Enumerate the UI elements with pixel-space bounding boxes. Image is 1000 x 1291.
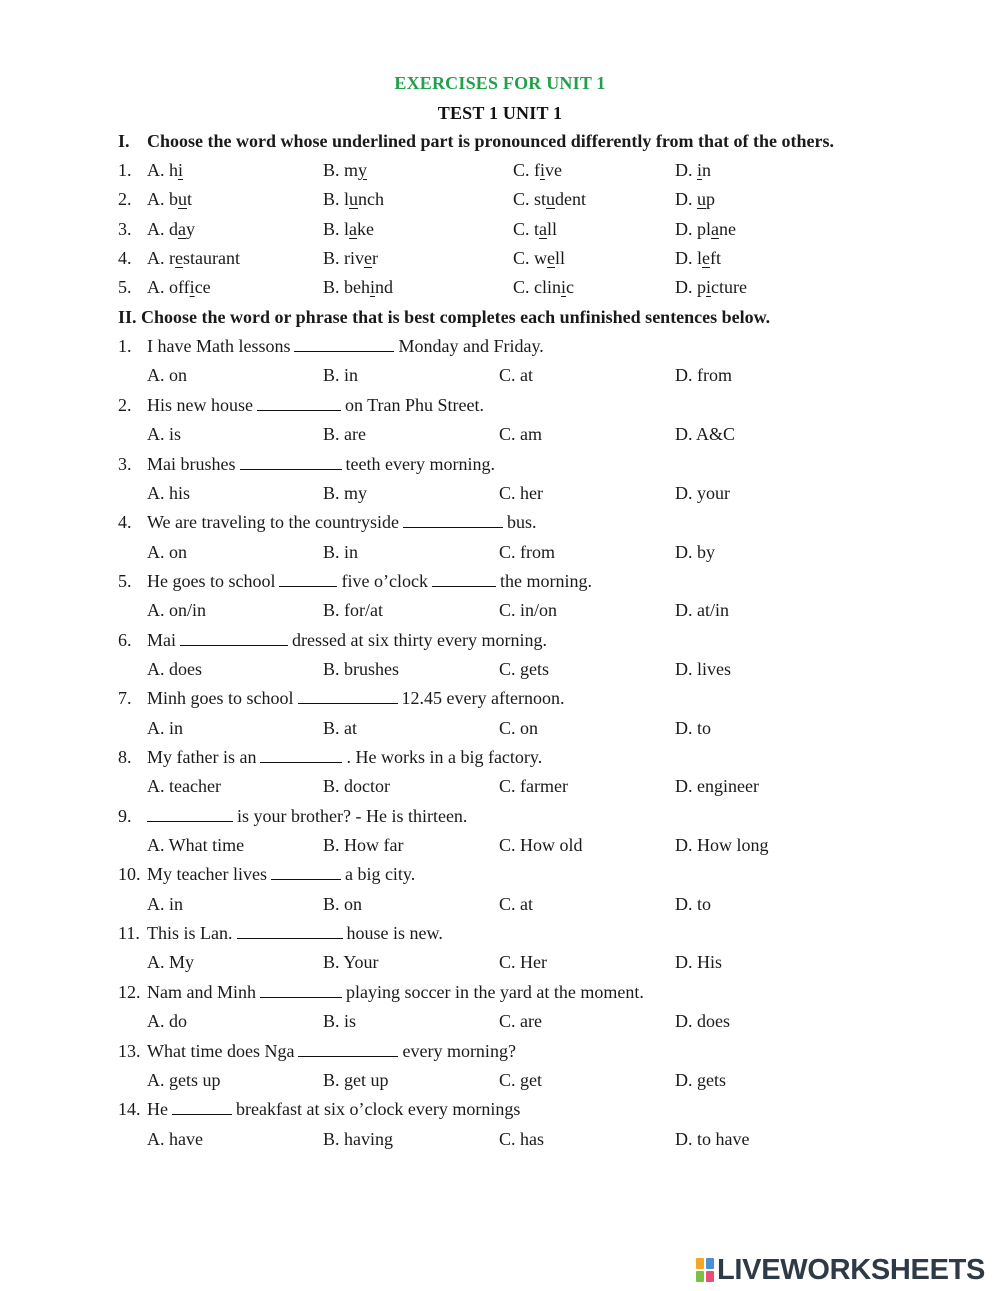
answer-option: D. at/in xyxy=(675,600,729,621)
question-row xyxy=(0,1041,1000,1070)
underlined-part: a xyxy=(349,218,358,239)
question-text: Minh goes to school 12.45 every afternoon. xyxy=(147,688,565,709)
answer-option: C. get xyxy=(499,1069,542,1090)
answer-option: A. have xyxy=(147,1128,203,1149)
options-row xyxy=(0,1011,1000,1040)
options-row xyxy=(0,483,1000,512)
question-number: 7. xyxy=(118,688,132,709)
answer-option: C. am xyxy=(499,424,542,445)
answer-option: B. for/at xyxy=(323,600,383,621)
underlined-part: i xyxy=(370,277,376,298)
answer-option: C. farmer xyxy=(499,776,568,797)
options-row xyxy=(0,835,1000,864)
underlined-part: e xyxy=(175,248,183,269)
answer-option: B. having xyxy=(323,1128,393,1149)
question-text: He goes to school five o’clock the morning. xyxy=(147,570,592,591)
options-row xyxy=(0,365,1000,394)
question-text: What time does Nga every morning? xyxy=(147,1040,516,1061)
question-row xyxy=(0,512,1000,541)
answer-blank xyxy=(294,336,394,352)
underlined-part: e xyxy=(364,248,373,269)
answer-option: A. on xyxy=(147,365,187,386)
question-row xyxy=(0,454,1000,483)
answer-option: D. to have xyxy=(675,1128,750,1149)
question-number: 3. xyxy=(118,453,132,474)
question-row xyxy=(0,630,1000,659)
answer-option: D. to xyxy=(675,893,711,914)
answer-option: B. is xyxy=(323,1011,357,1032)
answer-blank xyxy=(271,864,341,880)
answer-option: B. lunch xyxy=(323,189,385,210)
question-number: 2. xyxy=(118,189,132,210)
options-row xyxy=(0,424,1000,453)
underlined-part: i xyxy=(178,160,184,180)
answer-option: B. get up xyxy=(323,1069,389,1090)
answer-option: A. gets up xyxy=(147,1069,221,1090)
question-number: 2. xyxy=(118,394,132,415)
answer-option: B. are xyxy=(323,424,366,445)
pronunciation-question xyxy=(0,248,1000,277)
question-number: 4. xyxy=(118,512,132,533)
answer-option: C. at xyxy=(499,365,533,386)
answer-option: B. river xyxy=(323,248,379,269)
options-row xyxy=(0,600,1000,629)
underlined-part: a xyxy=(711,218,719,239)
answer-blank xyxy=(257,395,341,411)
answer-option: C. on xyxy=(499,717,539,738)
answer-option: C. five xyxy=(513,160,563,180)
answer-option: D. How long xyxy=(675,835,769,856)
worksheet-title: EXERCISES FOR UNIT 1 xyxy=(394,73,606,93)
question-row xyxy=(0,747,1000,776)
question-number: 5. xyxy=(118,570,132,591)
answer-option: D. does xyxy=(675,1011,730,1032)
answer-option: A. hi xyxy=(147,160,184,180)
question-row xyxy=(0,982,1000,1011)
question-row xyxy=(0,571,1000,600)
pronunciation-question xyxy=(0,160,1000,189)
answer-option: A. What time xyxy=(147,835,245,856)
question-row xyxy=(0,1099,1000,1128)
question-number: 9. xyxy=(118,805,132,826)
answer-option: A. is xyxy=(147,424,182,445)
question-number: 6. xyxy=(118,629,132,650)
answer-option: B. lake xyxy=(323,218,375,239)
underlined-part: u xyxy=(178,189,187,210)
underlined-part: y xyxy=(358,160,368,180)
question-number: 1. xyxy=(118,160,132,180)
underlined-part: u xyxy=(697,189,706,210)
worksheet-subtitle: TEST 1 UNIT 1 xyxy=(437,103,563,123)
underlined-part: i xyxy=(697,160,703,180)
answer-blank xyxy=(240,454,342,470)
section-1-heading xyxy=(0,131,1000,160)
answer-option: D. up xyxy=(675,189,715,210)
answer-blank xyxy=(298,688,398,704)
answer-option: B. behind xyxy=(323,277,394,298)
answer-option: B. on xyxy=(323,893,363,914)
answer-option: C. How old xyxy=(499,835,583,856)
answer-blank xyxy=(298,1041,398,1057)
pronunciation-question xyxy=(0,219,1000,248)
underlined-part: i xyxy=(189,277,195,298)
answer-option: B. my xyxy=(323,160,368,180)
answer-option: D. by xyxy=(675,541,715,562)
answer-option: A. does xyxy=(147,658,202,679)
answer-option: D. plane xyxy=(675,218,736,239)
question-text: Mai brushes teeth every morning. xyxy=(147,453,495,474)
logo-blocks-icon xyxy=(696,1258,714,1282)
answer-option: D. A&C xyxy=(675,424,736,445)
answer-option: C. student xyxy=(513,189,587,210)
answer-blank xyxy=(403,512,503,528)
underlined-part: u xyxy=(546,189,556,210)
question-row xyxy=(0,395,1000,424)
answer-option: A. day xyxy=(147,218,195,239)
answer-option: A. My xyxy=(147,952,195,973)
question-number: 1. xyxy=(118,336,132,357)
options-row xyxy=(0,894,1000,923)
section-2-heading xyxy=(0,307,1000,336)
answer-option: D. to xyxy=(675,717,711,738)
question-number: 14. xyxy=(118,1099,141,1120)
underlined-part: a xyxy=(178,218,186,239)
answer-option: D. engineer xyxy=(675,776,759,797)
answer-option: A. office xyxy=(147,277,211,298)
options-row xyxy=(0,659,1000,688)
question-text: Nam and Minh playing soccer in the yard at the moment. xyxy=(147,981,644,1002)
options-row xyxy=(0,542,1000,571)
answer-blank xyxy=(237,923,343,939)
answer-option: D. from xyxy=(675,365,732,386)
answer-option: C. tall xyxy=(513,218,558,239)
pronunciation-question xyxy=(0,189,1000,218)
answer-option: D. left xyxy=(675,248,721,269)
question-number: 10. xyxy=(118,864,141,885)
options-row xyxy=(0,1070,1000,1099)
question-number: 5. xyxy=(118,277,132,298)
answer-option: C. gets xyxy=(499,658,550,679)
question-row xyxy=(0,688,1000,717)
question-number: 12. xyxy=(118,981,141,1002)
section-2-instruction: II. Choose the word or phrase that is best completes each unfinished sentences below. xyxy=(118,306,771,327)
question-text: My teacher lives a big city. xyxy=(147,864,416,885)
underlined-part: e xyxy=(702,248,710,269)
question-text: He breakfast at six o’clock every mornings xyxy=(147,1099,521,1120)
underlined-part: i xyxy=(561,277,567,298)
answer-option: A. do xyxy=(147,1011,187,1032)
answer-option: B. in xyxy=(323,365,359,386)
answer-blank xyxy=(147,806,233,822)
question-text: His new house on Tran Phu Street. xyxy=(147,394,485,415)
answer-option: A. in xyxy=(147,717,183,738)
answer-option: B. How far xyxy=(323,835,404,856)
question-row xyxy=(0,806,1000,835)
answer-blank xyxy=(260,747,342,763)
answer-option: A. on/in xyxy=(147,600,207,621)
underlined-part: e xyxy=(547,248,556,269)
answer-option: D. gets xyxy=(675,1069,726,1090)
question-text: Mai dressed at six thirty every morning. xyxy=(147,629,547,650)
question-row xyxy=(0,336,1000,365)
answer-option: C. Her xyxy=(499,952,547,973)
answer-option: D. picture xyxy=(675,277,747,298)
question-text: is your brother? - He is thirteen. xyxy=(147,806,467,827)
answer-option: A. but xyxy=(147,189,193,210)
answer-blank xyxy=(279,571,337,587)
answer-option: A. teacher xyxy=(147,776,221,797)
liveworksheets-logo xyxy=(696,1254,985,1286)
underlined-part: i xyxy=(706,277,712,298)
pronunciation-question xyxy=(0,277,1000,306)
answer-option: C. her xyxy=(499,482,543,503)
answer-option: D. lives xyxy=(675,658,731,679)
question-number: 11. xyxy=(118,923,140,944)
answer-option: C. clinic xyxy=(513,277,575,298)
section-1-instruction: Choose the word whose underlined part is pronounced differently from that of the others. xyxy=(147,131,834,151)
question-text: This is Lan. house is new. xyxy=(147,923,443,944)
question-text: I have Math lessons Monday and Friday. xyxy=(147,336,544,357)
answer-blank xyxy=(180,630,288,646)
answer-option: A. in xyxy=(147,893,183,914)
question-text: My father is an . He works in a big factory. xyxy=(147,747,543,767)
answer-option: B. my xyxy=(323,482,368,503)
answer-option: B. brushes xyxy=(323,658,399,679)
underlined-part: i xyxy=(540,160,546,180)
options-row xyxy=(0,952,1000,981)
answer-option: C. are xyxy=(499,1011,542,1032)
options-row xyxy=(0,776,1000,805)
answer-option: D. your xyxy=(675,482,730,503)
section-1-number: I. xyxy=(118,131,130,151)
question-number: 4. xyxy=(118,248,132,269)
underlined-part: u xyxy=(349,189,359,210)
answer-option: C. at xyxy=(499,893,533,914)
answer-option: B. doctor xyxy=(323,776,390,797)
logo-text: LIVEWORKSHEETS xyxy=(717,1253,986,1286)
answer-option: A. on xyxy=(147,541,187,562)
answer-blank xyxy=(172,1099,232,1115)
answer-option: A. his xyxy=(147,482,191,503)
underlined-part: a xyxy=(539,218,548,239)
answer-option: A. restaurant xyxy=(147,248,240,269)
question-number: 3. xyxy=(118,218,132,239)
answer-option: C. well xyxy=(513,248,566,269)
question-number: 8. xyxy=(118,747,132,767)
answer-option: B. Your xyxy=(323,952,379,973)
question-row xyxy=(0,864,1000,893)
answer-blank xyxy=(432,571,496,587)
answer-option: D. in xyxy=(675,160,712,180)
question-row xyxy=(0,923,1000,952)
answer-option: C. has xyxy=(499,1128,544,1149)
options-row xyxy=(0,718,1000,747)
question-number: 13. xyxy=(118,1040,141,1061)
answer-blank xyxy=(260,982,342,998)
answer-option: C. in/on xyxy=(499,600,558,621)
options-row xyxy=(0,1129,1000,1158)
answer-option: B. at xyxy=(323,717,357,738)
question-text: We are traveling to the countryside bus. xyxy=(147,512,537,533)
answer-option: C. from xyxy=(499,541,555,562)
answer-option: B. in xyxy=(323,541,359,562)
answer-option: D. His xyxy=(675,952,723,973)
